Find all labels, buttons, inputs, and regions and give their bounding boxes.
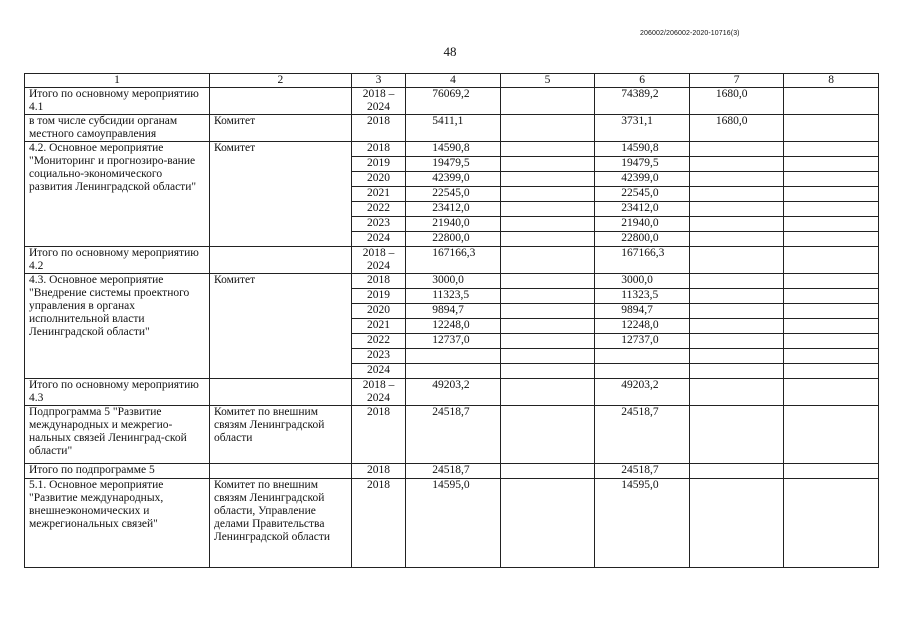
value-cell <box>689 479 784 568</box>
value-cell <box>500 232 595 247</box>
row-title: 5.1. Основное мероприятие "Развитие международных, внешнеэкономических и межрегиональных связей" <box>25 479 210 568</box>
year-cell: 2024 <box>351 364 405 379</box>
value-cell: 23412,0 <box>595 202 690 217</box>
column-header: 8 <box>784 74 879 88</box>
value-cell: 24518,7 <box>406 406 501 464</box>
value-cell: 22800,0 <box>595 232 690 247</box>
value-cell <box>689 187 784 202</box>
value-cell <box>500 274 595 289</box>
value-cell: 14595,0 <box>595 479 690 568</box>
value-cell <box>500 202 595 217</box>
value-cell <box>500 319 595 334</box>
year-cell: 2021 <box>351 187 405 202</box>
value-cell <box>689 157 784 172</box>
value-cell <box>500 247 595 274</box>
column-header: 1 <box>25 74 210 88</box>
period-cell: 2018 <box>351 479 405 568</box>
value-cell <box>784 232 879 247</box>
executor-cell: Комитет <box>209 274 351 379</box>
row-title: Итого по подпрограмме 5 <box>25 464 210 479</box>
value-cell: 3731,1 <box>595 115 690 142</box>
value-cell <box>500 289 595 304</box>
value-cell <box>689 379 784 406</box>
year-cell: 2022 <box>351 334 405 349</box>
executor-cell <box>209 88 351 115</box>
value-cell: 11323,5 <box>406 289 501 304</box>
value-cell: 12737,0 <box>595 334 690 349</box>
year-cell: 2020 <box>351 172 405 187</box>
value-cell: 14590,8 <box>595 142 690 157</box>
table-row <box>25 379 879 406</box>
executor-cell: Комитет <box>209 142 351 247</box>
value-cell <box>784 479 879 568</box>
table-row <box>25 479 879 568</box>
value-cell: 24518,7 <box>406 464 501 479</box>
year-cell: 2022 <box>351 202 405 217</box>
value-cell <box>689 349 784 364</box>
period-cell: 2018 <box>351 406 405 464</box>
period-cell: 2018 – 2024 <box>351 247 405 274</box>
value-cell <box>500 88 595 115</box>
year-cell: 2019 <box>351 289 405 304</box>
value-cell: 49203,2 <box>595 379 690 406</box>
value-cell: 3000,0 <box>595 274 690 289</box>
value-cell: 22545,0 <box>595 187 690 202</box>
year-cell: 2020 <box>351 304 405 319</box>
value-cell <box>689 247 784 274</box>
value-cell: 42399,0 <box>595 172 690 187</box>
value-cell: 76069,2 <box>406 88 501 115</box>
year-cell: 2024 <box>351 232 405 247</box>
value-cell: 1680,0 <box>689 88 784 115</box>
period-cell: 2018 – 2024 <box>351 88 405 115</box>
page-number: 48 <box>443 44 457 59</box>
value-cell <box>689 334 784 349</box>
column-number-row <box>25 74 879 88</box>
value-cell <box>595 364 690 379</box>
value-cell <box>406 349 501 364</box>
value-cell: 167166,3 <box>595 247 690 274</box>
value-cell <box>784 142 879 157</box>
value-cell: 12248,0 <box>595 319 690 334</box>
value-cell <box>689 232 784 247</box>
value-cell <box>784 334 879 349</box>
executor-cell <box>209 247 351 274</box>
row-title: Итого по основному мероприятию 4.1 <box>25 88 210 115</box>
value-cell <box>500 406 595 464</box>
column-header: 5 <box>500 74 595 88</box>
value-cell <box>784 247 879 274</box>
table-row <box>25 406 879 464</box>
value-cell <box>689 464 784 479</box>
value-cell <box>689 319 784 334</box>
value-cell: 9894,7 <box>595 304 690 319</box>
value-cell <box>784 115 879 142</box>
year-cell: 2021 <box>351 319 405 334</box>
value-cell: 49203,2 <box>406 379 501 406</box>
executor-cell <box>209 379 351 406</box>
table-row <box>25 142 879 157</box>
value-cell <box>784 364 879 379</box>
table-row <box>25 247 879 274</box>
value-cell <box>784 406 879 464</box>
value-cell: 11323,5 <box>595 289 690 304</box>
value-cell <box>500 115 595 142</box>
period-cell: 2018 <box>351 115 405 142</box>
value-cell <box>500 142 595 157</box>
table-row <box>25 464 879 479</box>
year-cell: 2023 <box>351 217 405 232</box>
value-cell <box>689 406 784 464</box>
row-title: Итого по основному мероприятию 4.3 <box>25 379 210 406</box>
year-cell: 2018 <box>351 142 405 157</box>
table-row <box>25 274 879 289</box>
period-cell: 2018 – 2024 <box>351 379 405 406</box>
value-cell <box>689 364 784 379</box>
value-cell <box>500 379 595 406</box>
value-cell <box>784 304 879 319</box>
year-cell: 2019 <box>351 157 405 172</box>
value-cell <box>689 172 784 187</box>
value-cell <box>689 289 784 304</box>
value-cell: 14590,8 <box>406 142 501 157</box>
value-cell <box>500 464 595 479</box>
value-cell <box>406 364 501 379</box>
value-cell: 14595,0 <box>406 479 501 568</box>
value-cell <box>595 349 690 364</box>
row-title: 4.3. Основное мероприятие "Внедрение системы проектного управления в органах исполнительной власти Ленинградской области" <box>25 274 210 379</box>
value-cell: 167166,3 <box>406 247 501 274</box>
value-cell <box>500 364 595 379</box>
executor-cell: Комитет по внешним связям Ленинградской области, Управление делами Правительства Ленинградской области <box>209 479 351 568</box>
value-cell <box>500 349 595 364</box>
value-cell <box>784 172 879 187</box>
column-header: 3 <box>351 74 405 88</box>
row-title: Подпрограмма 5 "Развитие международных и межрегио-нальных связей Ленинград-ской области" <box>25 406 210 464</box>
value-cell: 74389,2 <box>595 88 690 115</box>
value-cell: 42399,0 <box>406 172 501 187</box>
value-cell: 24518,7 <box>595 406 690 464</box>
value-cell: 19479,5 <box>595 157 690 172</box>
value-cell: 22545,0 <box>406 187 501 202</box>
row-title: в том числе субсидии органам местного самоуправления <box>25 115 210 142</box>
value-cell <box>500 187 595 202</box>
executor-cell: Комитет по внешним связям Ленинградской области <box>209 406 351 464</box>
value-cell <box>784 274 879 289</box>
value-cell: 24518,7 <box>595 464 690 479</box>
value-cell <box>500 217 595 232</box>
value-cell: 22800,0 <box>406 232 501 247</box>
column-header: 2 <box>209 74 351 88</box>
value-cell <box>500 479 595 568</box>
value-cell <box>689 274 784 289</box>
value-cell <box>784 202 879 217</box>
year-cell: 2018 <box>351 274 405 289</box>
value-cell <box>500 304 595 319</box>
column-header: 7 <box>689 74 784 88</box>
executor-cell: Комитет <box>209 115 351 142</box>
value-cell <box>784 217 879 232</box>
value-cell <box>784 319 879 334</box>
value-cell: 12248,0 <box>406 319 501 334</box>
financing-table <box>24 73 879 568</box>
value-cell: 19479,5 <box>406 157 501 172</box>
year-cell: 2023 <box>351 349 405 364</box>
value-cell: 1680,0 <box>689 115 784 142</box>
value-cell <box>500 334 595 349</box>
column-header: 6 <box>595 74 690 88</box>
value-cell <box>784 157 879 172</box>
value-cell: 12737,0 <box>406 334 501 349</box>
value-cell <box>689 202 784 217</box>
row-title: Итого по основному мероприятию 4.2 <box>25 247 210 274</box>
row-title: 4.2. Основное мероприятие "Мониторинг и прогнозиро-вание социально-экономического развития Ленинградской области" <box>25 142 210 247</box>
value-cell: 21940,0 <box>406 217 501 232</box>
value-cell <box>784 88 879 115</box>
value-cell <box>784 379 879 406</box>
table-row <box>25 115 879 142</box>
executor-cell <box>209 464 351 479</box>
value-cell <box>784 289 879 304</box>
value-cell <box>500 157 595 172</box>
value-cell <box>689 142 784 157</box>
value-cell: 23412,0 <box>406 202 501 217</box>
value-cell <box>784 349 879 364</box>
value-cell <box>689 304 784 319</box>
column-header: 4 <box>406 74 501 88</box>
value-cell <box>784 464 879 479</box>
value-cell: 9894,7 <box>406 304 501 319</box>
value-cell: 5411,1 <box>406 115 501 142</box>
value-cell: 21940,0 <box>595 217 690 232</box>
document-id: 206002/206002-2020-10716(3) <box>640 30 740 37</box>
table-row <box>25 88 879 115</box>
value-cell: 3000,0 <box>406 274 501 289</box>
period-cell: 2018 <box>351 464 405 479</box>
value-cell <box>500 172 595 187</box>
value-cell <box>784 187 879 202</box>
value-cell <box>689 217 784 232</box>
